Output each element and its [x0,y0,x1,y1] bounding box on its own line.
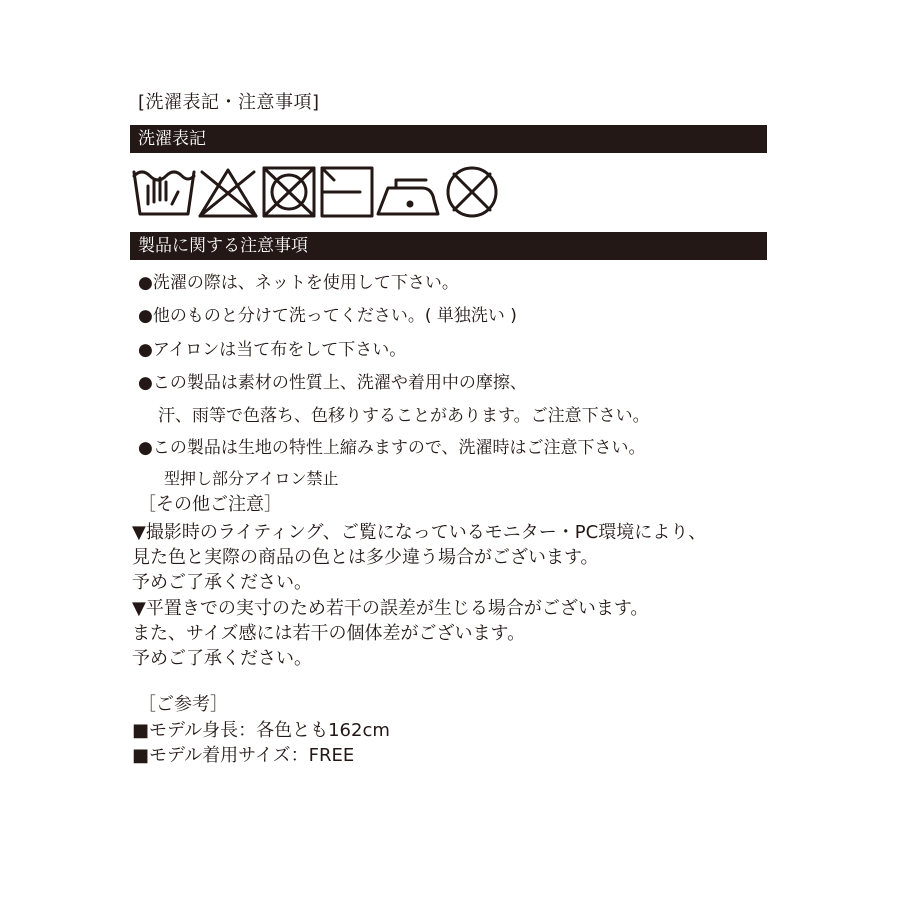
note-item: ●この製品は素材の性質上、洗濯や着用中の摩擦、 [138,373,527,393]
iron-low-icon [378,180,438,214]
note-item: ●アイロンは当て布をして下さい。 [138,340,407,360]
laundry-icons [132,164,502,220]
note-item-continuation: 汗、雨等で色落ち、色移りすることがあります。ご注意下さい。 [158,406,650,426]
no-tumble-dry-icon [264,168,314,216]
other-line: ▼撮影時のライティング、ご覧になっているモニター・PC環境により、 [132,522,707,543]
note-item: ●洗濯の際は、ネットを使用して下さい。 [138,273,459,293]
no-bleach-icon [200,170,256,216]
laundry-header: 洗濯表記 [130,125,767,153]
note-item: ●他のものと分けて洗ってください。( 単独洗い ) [138,306,517,326]
note-item: ●この製品は生地の特性上縮みますので、洗濯時はご注意下さい。 [138,438,646,458]
other-line: ▼平置きでの実寸のため若干の誤差が生じる場合がございます。 [132,598,649,619]
hand-wash-icon [134,172,194,214]
reference-header: ［ご参考］ [138,694,228,715]
note-item-sub: 型押し部分アイロン禁止 [164,469,339,488]
line-dry-shade-icon [322,168,372,216]
reference-line: ■モデル着用サイズ：FREE [132,745,355,766]
other-line: 予めご了承ください。 [132,648,312,669]
reference-line: ■モデル身長：各色とも162cm [132,720,390,741]
other-line: 予めご了承ください。 [132,572,312,593]
product-notes-header: 製品に関する注意事項 [130,232,767,260]
other-line: 見た色と実際の商品の色とは多少違う場合がございます。 [132,547,599,568]
page-title: [洗濯表記・注意事項] [138,92,320,113]
other-header: ［その他ご注意］ [138,494,282,515]
other-line: また、サイズ感には若干の個体差がございます。 [132,623,526,644]
no-dry-clean-icon [448,168,496,216]
